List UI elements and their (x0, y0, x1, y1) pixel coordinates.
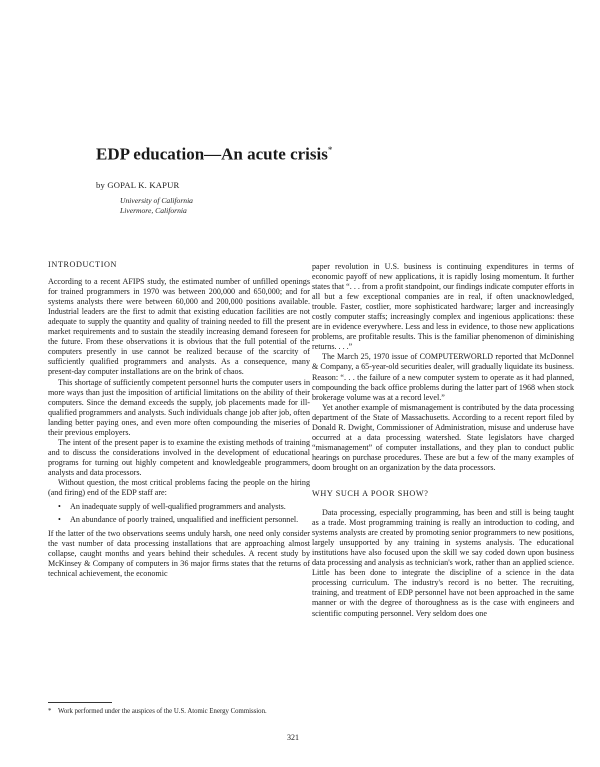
footnote-text: Work performed under the auspices of the U.S. Atomic Energy Commission. (58, 708, 267, 715)
problem-list-text: An inadequate supply of well-qualified programmers and analysts. (70, 502, 286, 512)
right-paragraph-1: paper revolution in U.S. business is continuing expenditures in terms of economic payoff of new applications, it is rapidly losing momentum. It further states that “. . . from a profit standpoint, our findings indicate computer efforts in all but a few exceptional companies are in real, if often unacknowledged, trouble. Faster, costlier, more sophisticated hardware; larger and increasingly costly computer staffs; increasingly complex and ingenious applications: these are in evidence everywhere. Less and less in evidence, to those new applications problems, are profitable results. This is the familiar phenomenon of diminishing returns. . . .” (312, 262, 574, 352)
title-text: EDP education—An acute crisis (96, 144, 328, 164)
right-paragraph-3: Yet another example of mismanagement is contributed by the data processing department of the State of Massachusetts. According to a recent report filed by Donald R. Dwight, Commissioner of Administration, misuse and underuse have occurred at a data processing watershed. State legislators have charged “mismanagement” of computer installations, and they plan to conduct public hearings on purchase procedures. These are but a few of the many examples of doom brought on an organization by the data processors. (312, 402, 574, 472)
problem-list (48, 502, 310, 525)
right-paragraph-2: The March 25, 1970 issue of COMPUTERWORLD reported that McDonnel & Company, a 65-year-old securities dealer, will gradually liquidate its business. Reason: “. . . the failure of a new computer system to operate as it had planned, compounding the back office problems during the latter part of 1968 when stock brokerage volume was at a record level.” (312, 352, 574, 402)
footnote (48, 707, 310, 716)
footnote-marker: * (48, 708, 52, 715)
right-column (312, 262, 574, 619)
author-byline: by GOPAL K. KAPUR (96, 180, 180, 190)
left-paragraph-4: Without question, the most critical problems facing the people on the hiring (and firing) end of the EDP staff are: (48, 477, 310, 498)
problem-list-text: An abundance of poorly trained, unqualified and inefficient personnel. (70, 515, 299, 525)
left-column (48, 260, 310, 579)
left-paragraph-5: If the latter of the two observations seems unduly harsh, one need only consider the vast number of data processing installations that are approaching almost collapse, caught months and years behind their schedules. A recent study by McKinsey & Company of computers in 36 major firms states that the returns of technical achievement, the economic (48, 529, 310, 579)
bullet-mark: • (58, 502, 61, 512)
problem-list-item (48, 515, 310, 525)
bullet-mark: • (58, 515, 61, 525)
right-paragraph-4: Data processing, especially programming, has been and still is being taught as a trade. Most programming training is really an introduction to coding, and systems analysts are created by promoting senior programmers to new positions, largely unsupported by any training in systems analysis. The educational institutions have also focused upon the skill we say coded down upon business data processing and analysis as technician's work, rather than an applied science. Little has been done to integrate the discipline of a science in the data processing curriculum. The industry's record is no better. The recruiting, training, and treatment of EDP personnel have not been approached in the same manner or with the degree of thoroughness as is the case with engineers and scientific computing personnel. Very seldom does one (312, 508, 574, 618)
affiliation-institution: University of California (120, 196, 193, 205)
section-heading-introduction: INTRODUCTION (48, 260, 118, 269)
problem-list-item (48, 502, 310, 512)
paper-title (96, 140, 516, 165)
left-paragraph-1: According to a recent AFIPS study, the estimated number of unfilled openings for trained programmers in 1970 was between 200,000 and 650,000; and for systems analysts there were between 60,000 and 200,000 positions available. Industrial leaders are the first to admit that existing education facilities are not adequate to supply the quantity and quality of training needed to fill the present market requirements and to sustain the steadily increasing demand foreseen for the future. From these observations it is obvious that the full potential of the computers presently in use cannot be realized because of the scarcity of sufficiently qualified programmers and analysts. As a consequence, many present-day computer installations are on the brink of chaos. (48, 277, 310, 377)
section-heading-why-poor-show: WHY SUCH A POOR SHOW? (312, 488, 429, 498)
page-number: 321 (287, 733, 299, 742)
left-paragraph-3: The intent of the present paper is to examine the existing methods of training and to discuss the considerations involved in the development of educational programs for turning out highly competent and knowledgeable programmers, analysts and data processors. (48, 437, 310, 477)
author-affiliation (120, 196, 193, 216)
title-footnote-marker: * (327, 145, 333, 155)
left-paragraph-2: This shortage of sufficiently competent personnel hurts the computer users in more ways than just the imposition of artificial limitations on the ability of their computers. Since the demand exceeds the supply, job placements made for ill-qualified programmers and analysts. Such individuals change job after job, often landing better paying ones, and even more often compounding the miseries of their previous employers. (48, 377, 310, 437)
affiliation-location: Livermore, California (120, 206, 187, 215)
footnote-rule (48, 702, 112, 703)
